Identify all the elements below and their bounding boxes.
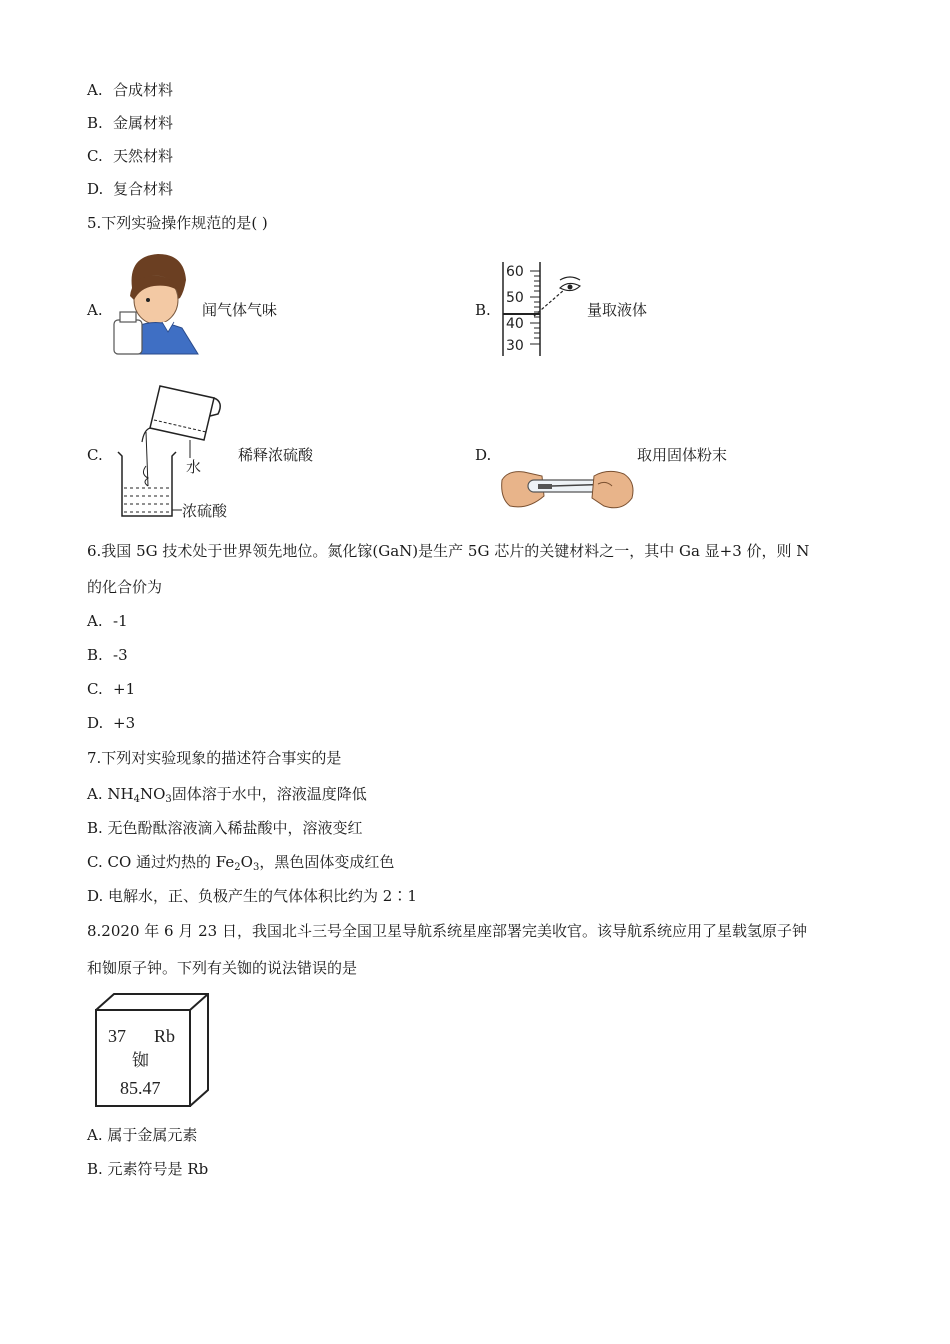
q7-option-a: A. $NH_4NO_3$固体溶于水中，溶液温度降低 [87, 785, 367, 805]
element-mass: 85.47 [120, 1078, 161, 1098]
water-label: 水 [186, 458, 202, 476]
q5-option-d-text: 取用固体粉末 [637, 446, 728, 464]
q5-option-b-text: 量取液体 [587, 301, 648, 319]
q5-stem: 5.下列实验操作规范的是( ) [87, 214, 268, 232]
dilute-acid-illustration [110, 382, 240, 522]
rubidium-element-card [92, 992, 212, 1110]
q6-stem-line1: 6.我国 5G 技术处于世界领先地位。氮化镓(GaN)是生产 5G 芯片的关键材料之一，其中 Ga 显+3 价，则 N [87, 542, 810, 560]
cylinder-tick-60: 60 [506, 264, 524, 280]
q6-stem-line2: 的化合价为 [87, 578, 163, 596]
q4-option-b: B. 金属材料 [87, 114, 174, 132]
q8-option-a: A. 属于金属元素 [87, 1126, 198, 1144]
q7-option-b: B. 无色酚酞溶液滴入稀盐酸中，溶液变红 [87, 819, 363, 837]
q7-option-c: C. CO 通过灼热的 $Fe_2O_3$，黑色固体变成红色 [87, 853, 395, 873]
q6-option-b: B. -3 [87, 646, 128, 664]
q8-option-b: B. 元素符号是 Rb [87, 1160, 209, 1178]
q5-option-d-letter: D. [475, 446, 492, 464]
q5-option-a-text: 闻气体气味 [202, 301, 278, 319]
q6-option-c: C. +1 [87, 680, 136, 698]
cylinder-tick-30: 30 [506, 338, 524, 354]
q6-option-a: A. -1 [87, 612, 128, 630]
q4-option-c: C. 天然材料 [87, 147, 174, 165]
q8-stem-line2: 和铷原子钟。下列有关铷的说法错误的是 [87, 959, 358, 977]
q7-option-d: D. 电解水，正、负极产生的气体体积比约为 2∶1 [87, 887, 417, 905]
q5-option-b-letter: B. [475, 301, 491, 319]
q4-option-a: A. 合成材料 [87, 81, 174, 99]
cylinder-tick-40: 40 [506, 316, 524, 332]
q5-option-c-text: 稀释浓硫酸 [238, 446, 314, 464]
element-number: 37 [108, 1026, 126, 1046]
element-symbol: Rb [154, 1026, 176, 1046]
acid-label: 浓硫酸 [182, 502, 228, 520]
graduated-cylinder-illustration [500, 258, 590, 358]
q5-option-c-letter: C. [87, 446, 103, 464]
q6-option-d: D. +3 [87, 714, 136, 732]
smelling-gas-illustration [110, 248, 202, 358]
cylinder-tick-50: 50 [506, 290, 524, 306]
q5-option-a-letter: A. [87, 301, 103, 319]
q8-stem-line1: 8.2020 年 6 月 23 日，我国北斗三号全国卫星导航系统星座部署完美收官。该导航系统应用了星载氢原子钟 [87, 922, 807, 940]
element-name: 铷 [132, 1051, 149, 1071]
q4-option-d: D. 复合材料 [87, 180, 174, 198]
powder-transfer-illustration [498, 462, 638, 518]
q7-stem: 7.下列对实验现象的描述符合事实的是 [87, 749, 342, 767]
